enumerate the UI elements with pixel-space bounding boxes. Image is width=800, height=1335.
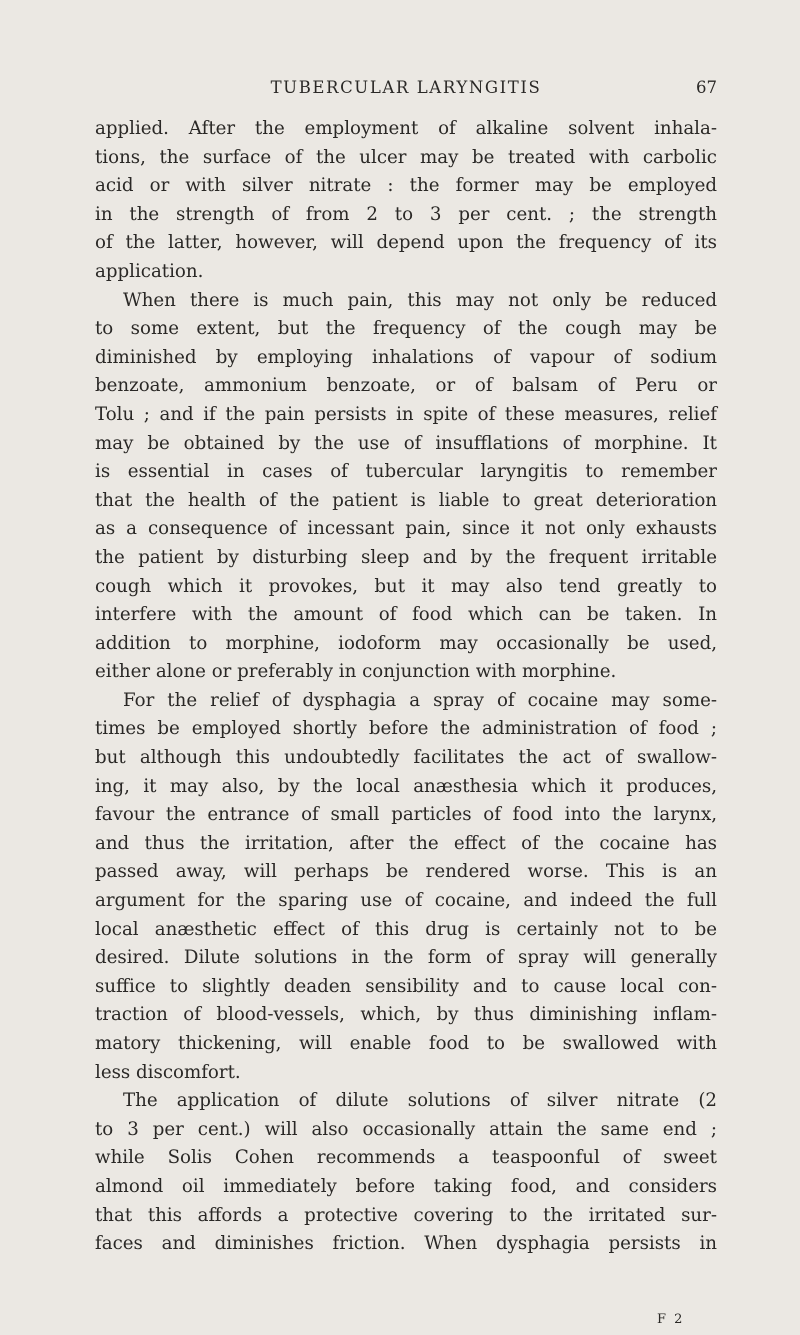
text-line: passed away, will perhaps be rendered worse. This is an [95,861,717,883]
text-line: applied. After the employment of alkaline solvent inhala- [95,118,717,139]
text-line: interfere with the amount of food which can be taken. In [95,604,717,626]
text-line: the patient by disturbing sleep and by the frequent irritable [95,546,717,568]
text-line: Tolu ; and if the pain persists in spite of these measures, relief [95,403,717,425]
text-line: either alone or preferably in conjunction with morphine. [95,661,617,683]
text-line: faces and diminishes friction. When dysphagia persists in [95,1233,717,1255]
text-line: of the latter, however, will depend upon the frequency of its [95,232,717,254]
text-line: may be obtained by the use of insufflations of morphine. It [95,432,717,454]
text-line: but although this undoubtedly facilitates the act of swallow- [95,747,717,769]
running-title: TUBERCULAR LARYNGITIS [270,78,542,97]
text-line: matory thickening, will enable food to be swallowed with [95,1033,717,1054]
text-line: in the strength of from 2 to 3 per cent. ; the strength [95,203,717,225]
text-line: addition to morphine, iodoform may occasionally be used, [95,632,717,654]
text-line: favour the entrance of small particles of food into the larynx, [95,804,717,826]
paragraph-start-line: When there is much pain, this may not only be reduced [123,289,717,311]
text-line: desired. Dilute solutions in the form of spray will generally [95,947,717,969]
text-line: application. [95,260,204,282]
text-line: argument for the sparing use of cocaine, and indeed the full [95,890,717,912]
text-line: diminished by employing inhalations of vapour of sodium [95,346,717,368]
text-line: cough which it provokes, but it may also tend greatly to [95,575,717,597]
text-line: benzoate, ammonium benzoate, or of balsam of Peru or [95,375,717,397]
page-number: 67 [696,78,717,97]
signature-mark: F 2 [657,1312,685,1327]
text-line: ing, it may also, by the local anæsthesia which it produces, [95,775,717,797]
text-line: while Solis Cohen recommends a teaspoonful of sweet [95,1147,717,1169]
text-line: times be employed shortly before the administration of food ; [95,718,717,740]
text-line: almond oil immediately before taking food, and considers [95,1175,717,1197]
text-line: that the health of the patient is liable to great deterioration [95,489,717,511]
text-line: acid or with silver nitrate : the former may be employed [95,175,717,197]
paragraph-start-line: The application of dilute solutions of silver nitrate (2 [123,1090,717,1112]
text-line: and thus the irritation, after the effect of the cocaine has [95,832,717,854]
text-line: to 3 per cent.) will also occasionally attain the same end ; [95,1118,717,1140]
text-line: to some extent, but the frequency of the cough may be [95,318,717,340]
text-line: tions, the surface of the ulcer may be treated with carbolic [95,146,717,168]
text-line: is essential in cases of tubercular laryngitis to remember [95,461,717,483]
text-line: local anæsthetic effect of this drug is certainly not to be [95,918,717,940]
text-line: that this affords a protective covering to the irritated sur- [95,1204,717,1226]
paragraph-start-line: For the relief of dysphagia a spray of cocaine may some- [123,689,717,711]
running-head [95,78,717,106]
body-text [95,115,717,1259]
text-line: less discomfort. [95,1061,241,1083]
text-line: traction of blood-vessels, which, by thus diminishing inflam- [95,1004,717,1026]
text-line: as a consequence of incessant pain, since it not only exhausts [95,518,717,540]
text-line: suffice to slightly deaden sensibility and to cause local con- [95,975,717,997]
